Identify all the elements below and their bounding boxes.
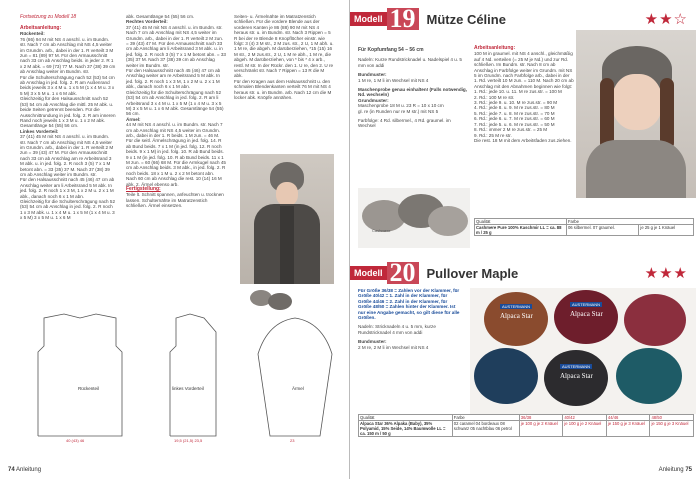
model-19-yarn-table: [474, 218, 694, 236]
size-cell: je 150 g je 3 Knäuel: [650, 421, 694, 437]
paragraph: Gleichzeitig für die Schulterschrägung nach 52 (53) 54 cm ab Anschlag in jed. folg. 2. R am li Arbeitsrand 3 x 4 M u. 1 x 5 M (1 x 4 M u. 3 x 5 M) 3 x 5 M u. 1 x 6 M abk. Gesamtlänge 54 (55) 56 cm.: [126, 89, 224, 117]
size-text: Für Größe 36/38 = Zahlen vor der Klammer, für Größe 40/42 = 1. Zahl in der Klammer, für Größe 44/46 = 2. Zahl in der Klammer, für Größe 48/50 = Zahlen hinter der Klammer. Ist nur eine Angabe gemacht, so gilt diese für alle Größen.: [358, 288, 460, 321]
rounds-list: [474, 89, 574, 138]
instructions-text: 100 M in graumel. mit NS 4 anschl., gleichmäßig auf 4 Nd. verteilen (= 25 M je Nd.) und zur Rd. schließen. Im Bundm. str. Nach 8 cm ab Anschlag in Farbfolge weiter im Grundm. mit NS 5 im Grundm. nach Farbfolge arb., dabei in der 1. Rd. verteilt 10 M zun. = 110 M. Nach 20 cm ab Anschlag mit den Abnahmen beginnen wie folgt:: [474, 51, 574, 89]
paragraph: 37 (41) 45 M mit NS 4 anschl. u. im Bundm. str. Nach 7 cm ab Anschlag mit NS 4,5 weiter im Grundm. arb., dabei in der 1. R verteilt 2 M zun. = 39 (43) 47 M. Für den Armausschnitt nach 33 cm ab Anschlag am li Arbeitsrand 3 M abk. u. in jed. folg. 2. R noch 3 (5) 7 x 1 M betont abn. = 33 (35) 37 M. Nach 37 (38) 39 cm ab Anschlag weiter im Bundm. str.: [126, 24, 226, 68]
round-item: 5. Rd.: jede 7. u. 8. M re zus.str. = 70 M: [474, 110, 555, 116]
round-item: 7. Rd.: jede 5. u. 6. M re zus.str. = 50 M: [474, 121, 555, 127]
model-20-yarn-table: [358, 414, 694, 437]
gauge-text: Maschenprobe 18 M u. 23 R = 10 x 10 cm: [358, 103, 444, 109]
front-label: linkes Vorderteil: [172, 386, 204, 391]
table-header: Farbe: [452, 415, 519, 421]
cardigan-placket: [280, 206, 294, 284]
paragraph: abk. Gesamtlänge 54 (55) 56 cm.: [126, 14, 195, 19]
yarn-name-label: Alpaca Star: [570, 310, 603, 318]
size-cell: je 100 g je 2 Knäuel: [519, 421, 563, 437]
hair-shape: [660, 78, 674, 150]
gauge-heading: Maschenprobe genau einhalten! (Falls notwendig, Nd. wechseln): [358, 87, 467, 98]
needles-text: Nadeln: Kurze Rundstricknadel u. Nadelspiel 4 u. 5 mm von addi: [358, 57, 462, 68]
right-front-heading: Rechtes Vorderteil:: [126, 19, 168, 25]
amount-cell: je 25 g je 1 Knäuel: [639, 225, 694, 236]
model-photo: [240, 154, 334, 284]
instructions-heading: Arbeitsanleitung:: [474, 45, 516, 51]
face-shape: [612, 74, 662, 130]
stripe-text: Farbfolge: 4 Rd. silbermel., 4 Rd. graumel. im Wechsel: [358, 118, 451, 129]
front-width-dim: 19,5 (21,5) 23,5: [174, 438, 203, 443]
column-1: [20, 26, 116, 221]
paragraph: Für den Halsausschnitt nach 45 (46) 47 cm ab Anschlag weiter am li Arbeitsrand 5 M abk. In jed. folg. 2. R noch 1 x 3 M, 1 x 2 M u. 2 x 1 M abk., danach noch 6 x 1 M abn.: [20, 177, 115, 199]
table-header: Qualität: [475, 219, 567, 225]
model-number: 19: [387, 8, 419, 30]
instructions-heading: Arbeitsanleitung:: [20, 25, 62, 31]
quality-cell: Alpaca Star 36% Alpaka (Baby), 35% Polyamid, 15% Seide, 14% Baumwolle LL = ca. 150 m / 50 g: [359, 421, 453, 437]
paragraph: Für den Kragen aus dem Halsausschnitt u. den schmalen Blendenkanten verteilt 76 M mit NS 4 heraus str. u. im Bundm. arb. Nach 12 cm die M locker abk. Knöpfe annähen.: [234, 78, 332, 101]
table-header: 36/38: [519, 415, 563, 421]
bund-text: 1 M re, 1 M li im Wechsel mit NS 4: [358, 77, 429, 83]
page-footer-right: [659, 467, 692, 473]
yarn-ball: [268, 293, 292, 310]
difficulty-stars: ★★☆: [644, 11, 688, 28]
paragraph: Für die seitl. Ärmelschrägung in jed. folg. 14. R ab Bund beids. 7 x 1 M (in jed. folg. 12. R noch beids. 9 x 1 M) in jed. folg. 10. R ab Bund beids. 9 x 1 M (in jed. folg. 10. R ab Bund beids. 11 x 1 M zun. = 60 (66) 68 M. Für die Armkugel nach 45 cm ab Anschlag beids. 3 M abk., in jed. folg. 2. R noch beids. 18 x 1 M u. 2 x 2 M betont abn. Nach 60 cm ab Anschlag die rest. 10 (14) 16 M abk. 2. Ärmel ebenso arb.: [126, 138, 226, 187]
table-header: Farbe: [566, 219, 693, 225]
finishing-heading: Fertigstellung:: [126, 186, 161, 192]
paragraph: Gleichzeitig für die Schulterschrägung nach 52 (53) 54 cm ab Anschlag in jed. folg. 2. R noch 1 x 3 M abk. u. 1 x 4 M u. 1 x 5 M (1 x 4 M u. 3 x 5 M) 3 x 5 M u. 1 x 6 M: [20, 199, 115, 221]
round-item: 3. Rd.: jede 9. u. 10. M re zus.str. = 90 M: [474, 100, 558, 106]
page-number: 74: [8, 467, 15, 473]
bund-heading: Bundmuster:: [358, 72, 387, 78]
yarn-photo: [358, 188, 470, 248]
paragraph: Seiten- u. Ärmelnähte im Matratzenstich schließen. Für die vordere Blende aus der vorderen Kanten je 86 (88) 90 M mit NS 4 heraus str. u. im Bundm. str. Nach 3 Rippen = 5 R bei der re Blende 8 Knopflöcher einstr. wie folgt: 3 (4) 3 M str., 2 M zus. str., 2 U, 1 M abh. u. 1 M re, die abgeh. M darüberziehen, *15 (15) 16 M str., 2 M zus.str., 2 U, 1 M re abh., 1 M re, die abgeh. M darüberziehen, von * bis * 4 x arb., restl. M str. In der Rückr. den 1. U re, den 2. U re verschränkt str. Nach 7 Rippen = 13 R die M abk.: [234, 14, 334, 79]
column-3: [234, 14, 334, 101]
size-cell: je 150 g je 3 Knäuel: [606, 421, 650, 437]
alpaca-yarn-photo: [470, 288, 696, 414]
column-2: [126, 14, 226, 209]
size-cell: je 100 g je 2 Knäuel: [563, 421, 607, 437]
sweater-shape: [586, 140, 686, 198]
quality-cell: Cashmere Pure 100% Kaschmir LL = ca. 88 m / 25 g: [475, 225, 567, 236]
model-title: Pullover Maple: [426, 265, 519, 281]
model-label: Modell: [350, 266, 387, 280]
round-item: 9. Rd.: 25 M re str.: [474, 132, 512, 138]
yarn-name-label: Alpaca Star: [500, 312, 533, 320]
yarn-ball-petrol: [616, 348, 682, 404]
table-header: 40/42: [563, 415, 607, 421]
beanie-photo: [576, 30, 696, 198]
bund-heading: Bundmuster:: [358, 339, 387, 345]
color-cell: 06 silbermel. 07 graumel.: [566, 225, 638, 236]
back-label: Rückenteil: [78, 386, 100, 391]
yarn-brand: Cashmere: [372, 228, 391, 233]
model-19-instructions: [474, 46, 574, 143]
bund-text: 2 M re, 2 M li im Wechsel mit NS 4: [358, 344, 429, 350]
paragraph: Für den Halsausschnitt nach 45 (46) 47 cm ab Anschlag weiter am re Arbeitsrand 5 M abk. In jed. folg. 2. R noch 1 x 3 M, 1 x 2 M u. 2 x 1 M abk., danach noch 6 x 1 M abn.: [126, 68, 221, 90]
needles-text: Nadeln: Stricknadeln 4 u. 5 mm, kurze Rundstricknadel 4 mm von addi: [358, 324, 436, 335]
model-19-header: [350, 4, 700, 33]
round-item: 1. Rd.: jede 10. u. 11. M re zus.str. = 100 M: [474, 89, 562, 95]
table-header: 44/46: [606, 415, 650, 421]
paragraph: Teile lt. Schnitt spannen, anfeuchten u. trocknen lassen. Schulternähte im Matratzenstich schließen. Ärmel einsetzen.: [126, 192, 224, 209]
yarn-brand-label: AUSTERMANN: [562, 364, 591, 369]
model-20-header: [350, 258, 700, 287]
back-width-dim: 40 (43) 46: [66, 438, 85, 443]
yarn-brand-label: AUSTERMANN: [502, 304, 531, 309]
model-number: 20: [387, 262, 419, 284]
yarn-ball-bordeaux: [624, 294, 686, 346]
yarn-name-label: Alpaca Star: [560, 372, 593, 380]
yarn-ball-nachtblau: [474, 348, 538, 404]
model-19-materials: [358, 48, 468, 129]
paragraph: Für die Schulterschrägung nach 52 (53) 54 cm ab Anschlag in jed. folg. 2. R am Außenrand beids jeweils 3 x 4 M u. 1 x 5 M (1 x 4 M u. 3 x 5 M) 3 x 5 M u. 1 x 6 M abk.: [20, 74, 115, 96]
table-header: 48/50: [650, 415, 694, 421]
round-item: 8. Rd.: immer 2 M re zus.str. = 25 M: [474, 127, 548, 133]
model-label: Modell: [350, 12, 387, 26]
yarn-ball: [428, 206, 468, 236]
grund-heading: Grundmuster:: [358, 97, 389, 103]
sleeve-label: Ärmel: [292, 386, 304, 391]
model-20-materials: [358, 288, 462, 350]
round-item: 6. Rd.: jede 6. u. 7. M re zus.str. = 60 M: [474, 116, 555, 122]
difficulty-stars: ★★★: [644, 265, 688, 282]
sleeve-heading: Ärmel:: [126, 116, 141, 122]
grund-text: gl. re (in Runden nur re M str.) mit NS 5: [358, 108, 439, 114]
back-heading: Rückenteil:: [20, 31, 45, 37]
color-cell: 02 caramel 04 bordeaux 08 schwarz 05 nachtblau 06 petrol: [452, 421, 519, 437]
page-number: 75: [685, 467, 692, 473]
sleeve-width-dim: 23: [290, 438, 295, 443]
round-item: 4. Rd.: jede 8. u. 9. M re zus.str. = 80 M: [474, 105, 555, 111]
paragraph: 76 (86) 94 M mit NS 4 anschl. u. im Bundm. str. Nach 7 cm ab Anschlag mit NS 4,5 weiter im Grundm. arb., dabei in der 1. R verteilt 3 M zun = 81 (89) 97 M. Für den Armausschnitt nach 33 cm ab Anschlag beids. in jeder 2. R 1 x 2 M abk. = 69 (73) 77 M. Nach 37 (38) 39 cm ab Anschlag weiter im Bundm. str.: [20, 36, 116, 75]
round-item: 2. Rd.: 100 M re str.: [474, 94, 515, 100]
finish-text: Die rest. 18 M mit dem Arbeitsfaden zus.ziehen.: [474, 137, 572, 143]
size-line: Für Kopfumfang 54 – 56 cm: [358, 47, 424, 53]
continuation-header: Fortsetzung zu Modell 18: [20, 14, 77, 20]
table-header: Qualität: [359, 415, 453, 421]
footer-label: Anleitung: [658, 467, 684, 473]
paragraph: 37 (41) 45 M mit NS 4 anschl. u. im Bundm. str. Nach 7 cm ab Anschlag mit NS 4,5 weiter im Grundm. arb., dabei in der 1. R verteilt 2 M zun = 39 (43) 47 M. Für den Armausschnitt nach 33 cm ab Anschlag am re Arbeitsrand 3 M abk. u. in jed. folg. 2. R noch 3 (5) 7 x 1 M betont abn. = 33 (35) 37 M. Nach 37 (38) 39 cm ab Anschlag weiter im Bundm. str.: [20, 134, 114, 177]
yarn-brand-label: AUSTERMANN: [572, 302, 601, 307]
right-page: [350, 0, 700, 479]
model-title: Mütze Céline: [426, 11, 506, 27]
footer-label: Anleitung: [16, 467, 42, 473]
face-shape: [276, 182, 298, 206]
paragraph: 44 M mit NS 4 anschl. u. im Bundm. str. Nach 7 cm ab Anschlag mit NS 4,5 weiter im Grundm. arb., dabei in der 1. R beids. 1 M zun. = 46 M.: [126, 122, 223, 138]
left-front-heading: Linkes Vorderteil:: [20, 128, 59, 134]
paragraph: Gleichzeitig für den Halsausschnitt nach 52 (53) 54 cm ab Anschlag die mittl. 25 M abk. u. beide Seiten getrennt beenden. Für die Ausschnittrundung in jed. folg. 2. R am inneren Rand noch jeweils 1 x 3 M u. 1 x 2 M abk. Gesamtlänge 54 (55) 56 cm.: [20, 96, 116, 129]
page-footer-left: [8, 467, 41, 473]
